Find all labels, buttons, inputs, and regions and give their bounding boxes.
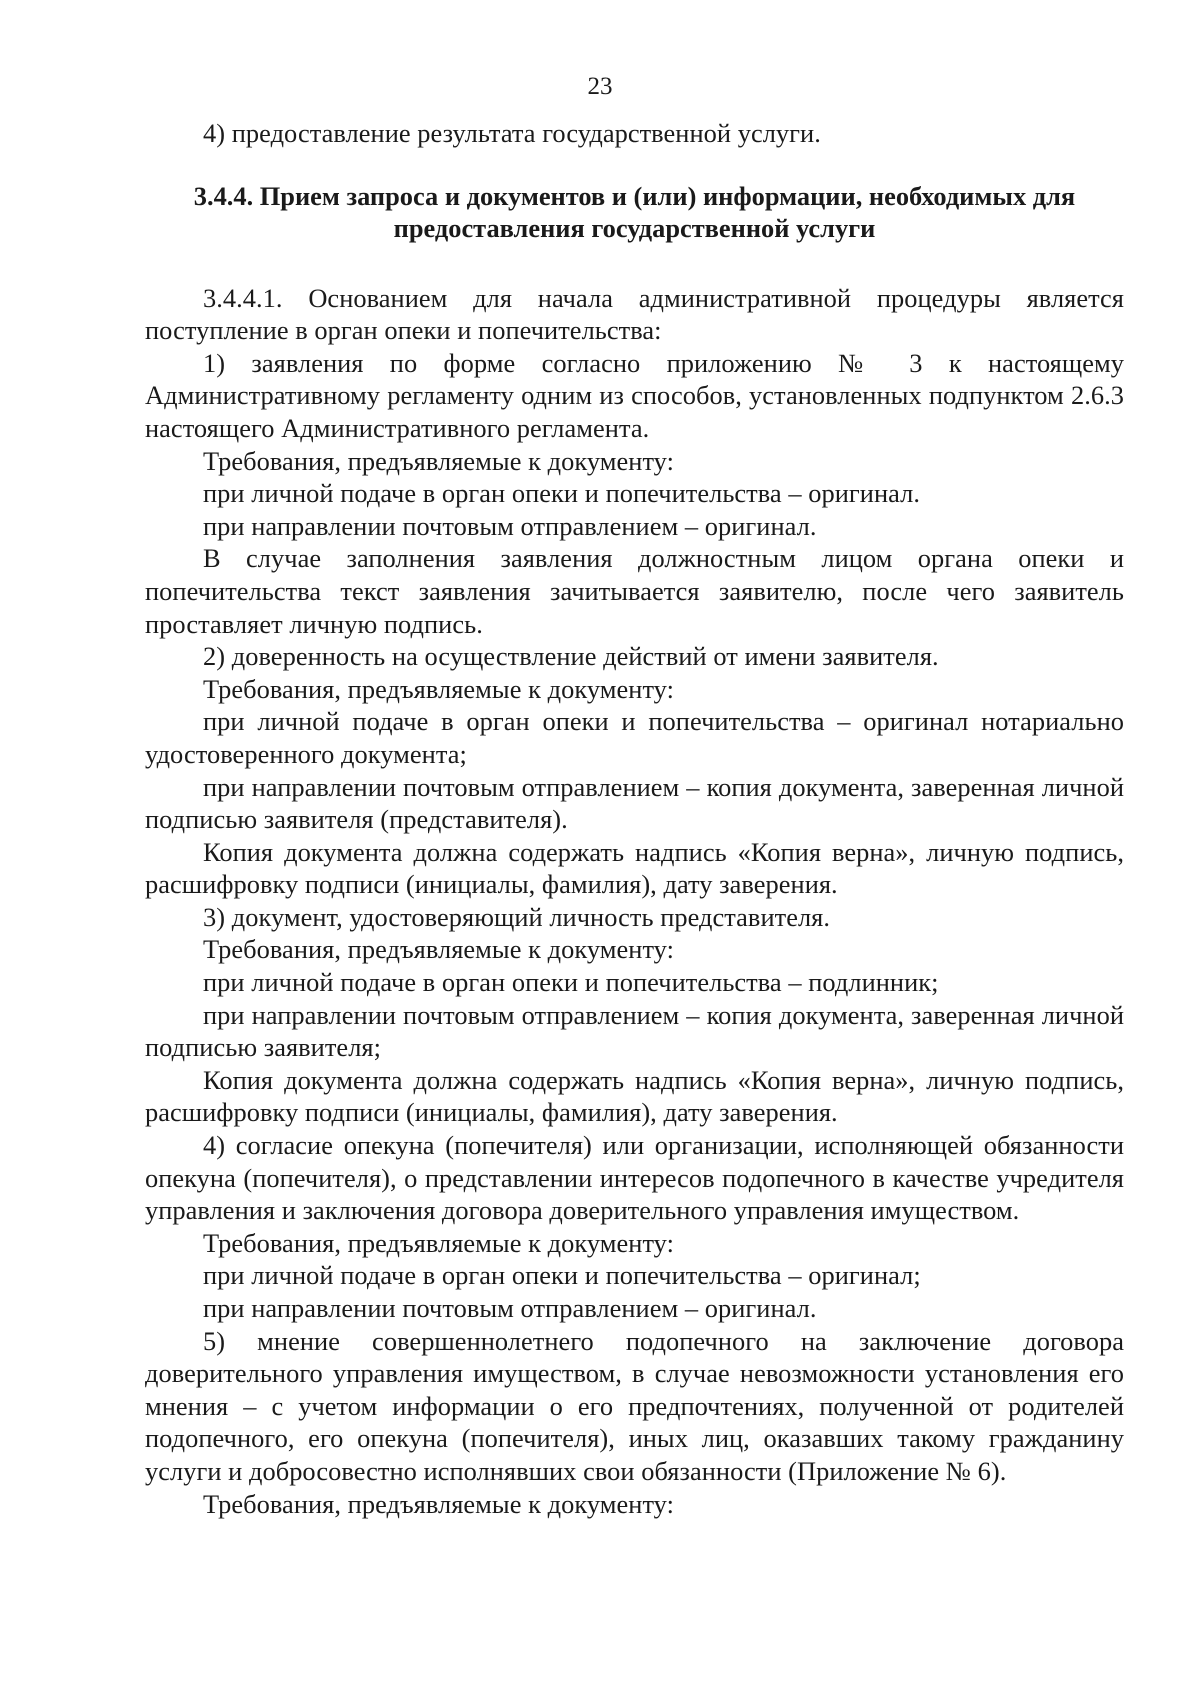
page-number: 23 (587, 73, 613, 100)
paragraph-postal-submission: при направлении почтовым отправлением – копия документа, заверенная личной подписью заявителя (представителя). (145, 771, 1124, 835)
paragraph-copy-certification: Копия документа должна содержать надпись «Копия верна», личную подпись, расшифровку подписи (инициалы, фамилия), дату заверения. (145, 1064, 1124, 1128)
paragraph-item-2: 2) доверенность на осуществление действий от имени заявителя. (203, 641, 939, 672)
paragraph-requirements: Требования, предъявляемые к документу: (203, 1488, 674, 1519)
paragraph-requirements: Требования, предъявляемые к документу: (203, 673, 674, 704)
paragraph-item-3: 3) документ, удостоверяющий личность представителя. (203, 901, 831, 932)
paragraph-postal-submission: при направлении почтовым отправлением – копия документа, заверенная личной подписью заявителя; (145, 999, 1124, 1063)
section-heading: 3.4.4. Прием запроса и документов и (или) информации, необходимых для предоставления государственной услуги (193, 180, 1076, 243)
paragraph-item-4: 4) согласие опекуна (попечителя) или организации, исполняющей обязанности опекуна (попечителя), о представлении интересов подопечного в качестве учредителя управления и заключения договора доверительного управления имуществом. (145, 1130, 1124, 1226)
paragraph-personal-submission: при личной подаче в орган опеки и попечительства – оригинал; (203, 1260, 921, 1291)
paragraph-requirements: Требования, предъявляемые к документу: (203, 445, 674, 476)
paragraph-item-1: 1) заявления по форме согласно приложению № 3 к настоящему Административному регламенту одним из способов, установленных подпунктом 2.6.3 настоящего Административного регламента. (145, 347, 1124, 443)
paragraph-personal-submission: при личной подаче в орган опеки и попечительства – подлинник; (203, 967, 939, 998)
paragraph-requirements: Требования, предъявляемые к документу: (203, 934, 674, 965)
paragraph-personal-submission: при личной подаче в орган опеки и попечительства – оригинал нотариально удостоверенного документа; (145, 706, 1124, 769)
paragraph-postal-submission: при направлении почтовым отправлением – оригинал. (203, 1293, 817, 1323)
document-body (145, 117, 1124, 1520)
paragraph-3-4-4-1: 3.4.4.1. Основанием для начала административной процедуры является поступление в орган опеки и попечительства: (145, 282, 1124, 346)
paragraph-item-5: 5) мнение совершеннолетнего подопечного на заключение договора доверительного управления имуществом, в случае невозможности установления его мнения – с учетом информации о его предпочтениях, полученной от родителей подопечного, его опекуна (попечителя), иных лиц, оказавших такому гражданину услуги и добросовестно исполнявших свои обязанности (Приложение № 6). (145, 1325, 1124, 1486)
paragraph-requirements: Требования, предъявляемые к документу: (203, 1227, 674, 1258)
paragraph-postal-submission: при направлении почтовым отправлением – оригинал. (203, 510, 817, 541)
paragraph-personal-submission: при личной подаче в орган опеки и попечительства – оригинал. (203, 478, 920, 509)
intro-line: 4) предоставление результата государственной услуги. (203, 118, 821, 148)
paragraph-copy-certification: Копия документа должна содержать надпись «Копия верна», личную подпись, расшифровку подписи (инициалы, фамилия), дату заверения. (145, 836, 1124, 900)
paragraph-filling-by-official: В случае заполнения заявления должностным лицом органа опеки и попечительства текст заявления зачитывается заявителю, после чего заявитель проставляет личную подпись. (145, 543, 1124, 639)
